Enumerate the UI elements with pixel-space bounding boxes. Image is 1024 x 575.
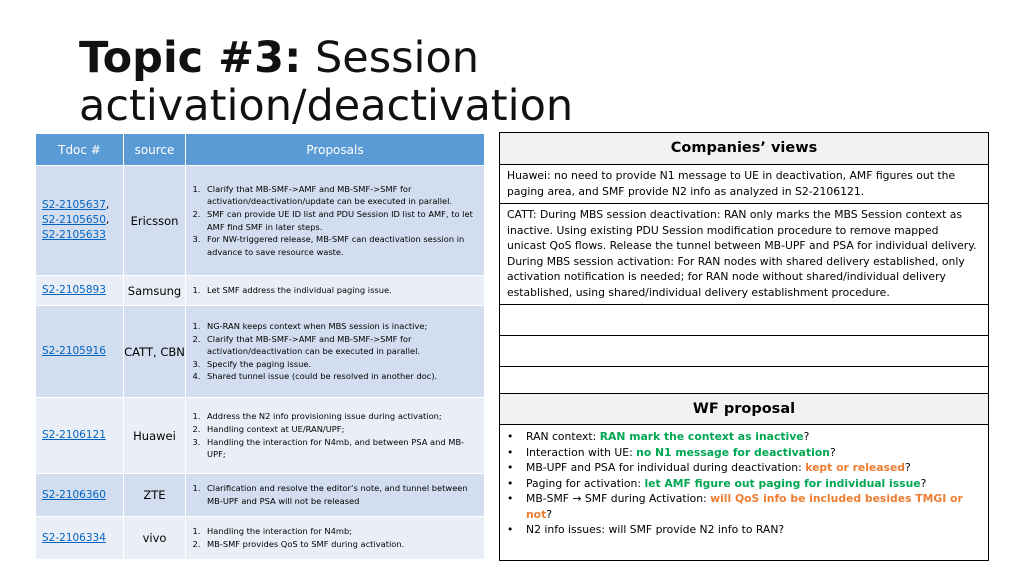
- table-row: [36, 276, 485, 306]
- wf-item-highlight: RAN mark the context as inactive: [599, 430, 804, 443]
- empty-row: [500, 336, 988, 367]
- proposals-cell: [186, 166, 485, 276]
- wf-proposal-list: [500, 429, 988, 538]
- tdoc-cell: [36, 276, 124, 306]
- tdoc-link[interactable]: S2-2105916: [42, 345, 106, 357]
- tdoc-separator: ,: [105, 214, 110, 226]
- wf-item-highlight: will QoS info be included besides TMGI or not: [526, 492, 963, 521]
- wf-item-mbupf-psa: [500, 460, 988, 476]
- wf-item-highlight: no N1 message for deactivation: [636, 445, 830, 459]
- wf-item-n2-info: [500, 522, 988, 538]
- table-row: [36, 474, 485, 517]
- tdoc-link[interactable]: S2-2106334: [42, 531, 106, 544]
- proposal-item: 2. Handling context at UE/RAN/UPF;: [203, 423, 480, 436]
- proposal-item: 2. SMF can provide UE ID list and PDU Session ID list to AMF, to let AMF find SMF in later steps.: [203, 208, 480, 233]
- proposal-item: 1. Let SMF address the individual paging issue.: [203, 284, 480, 297]
- tdoc-link[interactable]: S2-2105637: [42, 199, 106, 211]
- header-source: source: [124, 134, 186, 166]
- proposal-item: 1. Address the N2 info provisioning issue during activation;: [203, 410, 480, 423]
- source-cell: CATT, CBN: [124, 306, 186, 398]
- wf-proposal-body: [500, 425, 988, 560]
- source-cell: ZTE: [124, 474, 186, 517]
- proposals-cell: [186, 306, 485, 398]
- title-topic-number: Topic #3:: [79, 33, 302, 83]
- proposal-item: 1. NG-RAN keeps context when MBS session is inactive;: [203, 320, 480, 333]
- wf-item-text: Interaction with UE:: [526, 445, 637, 459]
- proposals-table-header: [36, 134, 485, 166]
- wf-item-suffix: ?: [803, 430, 810, 443]
- tdoc-link[interactable]: S2-2105650: [42, 214, 106, 226]
- tdoc-cell: [36, 166, 124, 276]
- slide-title: [79, 34, 573, 130]
- table-row: [36, 398, 485, 474]
- catt-view-deactivation: CATT: During MBS session deactivation: RAN only marks the MBS Session context as inactive. Using existing PDU Session modification procedure to remove mapped unicast QoS flows. Release the tunnel between MB-UPF and PSA for individual delivery.: [507, 208, 977, 252]
- companies-views-table: [499, 132, 989, 561]
- wf-item-text: N2 info issues: will SMF provide N2 info to RAN?: [526, 523, 785, 536]
- wf-proposal-header: WF proposal: [500, 394, 988, 425]
- proposal-item: 1. Handling the interaction for N4mb;: [203, 525, 480, 538]
- empty-row: [500, 305, 988, 336]
- wf-item-text: MB-UPF and PSA for individual during deactivation:: [526, 461, 806, 474]
- tdoc-link[interactable]: S2-2106360: [42, 488, 106, 501]
- proposal-item: 3. Handling the interaction for N4mb, and between PSA and MB-UPF;: [203, 436, 480, 461]
- proposal-item: 3. Specify the paging issue.: [203, 358, 480, 371]
- source-cell: Huawei: [124, 398, 186, 474]
- empty-row: [500, 367, 988, 394]
- source-cell: Samsung: [124, 276, 186, 306]
- proposals-cell: [186, 474, 485, 517]
- source-cell: Ericsson: [124, 166, 186, 276]
- tdoc-link[interactable]: S2-2105633: [42, 229, 106, 241]
- tdoc-separator: ,: [105, 199, 110, 211]
- proposal-item: 2. MB-SMF provides QoS to SMF during activation.: [203, 538, 480, 551]
- title-line2: activation/deactivation: [79, 81, 574, 131]
- wf-item-suffix: ?: [905, 461, 911, 474]
- proposal-item: 1. Clarify that MB-SMF->AMF and MB-SMF->SMF for activation/deactivation/update can be executed in parallel.: [203, 183, 480, 208]
- table-row: [36, 306, 485, 398]
- table-row: [36, 517, 485, 560]
- wf-item-text: MB-SMF → SMF during Activation:: [526, 492, 711, 505]
- huawei-view: Huawei: no need to provide N1 message to UE in deactivation, AMF figures out the paging area, and SMF provide N2 info as analyzed in S2-2106121.: [500, 165, 988, 204]
- proposal-item: 3. For NW-triggered release, MB-SMF can deactivation session in advance to save resource waste.: [203, 233, 480, 258]
- wf-item-suffix: ?: [546, 507, 552, 521]
- proposals-table: [35, 133, 485, 560]
- wf-item-interaction-ue: [500, 445, 988, 461]
- wf-item-text: RAN context:: [526, 430, 600, 443]
- wf-item-ran-context: [500, 429, 988, 445]
- proposals-cell: [186, 276, 485, 306]
- proposal-item: 2. Clarify that MB-SMF->AMF and MB-SMF->SMF for activation/deactivation can be executed in parallel.: [203, 333, 480, 358]
- proposals-cell: [186, 398, 485, 474]
- header-proposals: Proposals: [186, 134, 485, 166]
- tdoc-link[interactable]: S2-2106121: [42, 429, 106, 441]
- tdoc-cell: [36, 306, 124, 398]
- tdoc-cell: [36, 398, 124, 474]
- wf-item-paging: [500, 476, 988, 492]
- catt-view: [500, 204, 988, 305]
- tdoc-cell: [36, 474, 124, 517]
- tdoc-cell: [36, 517, 124, 560]
- wf-item-suffix: ?: [920, 476, 927, 490]
- companies-views-header: Companies’ views: [500, 133, 988, 165]
- wf-item-highlight: let AMF figure out paging for individual issue: [644, 476, 921, 490]
- table-row: [36, 166, 485, 276]
- catt-view-activation: During MBS session activation: For RAN nodes with shared delivery established, only activation notification is needed; for RAN node without shared/individual delivery established, using shared/individual delivery establishment procedure.: [507, 254, 965, 299]
- title-line1: Session: [314, 33, 480, 83]
- proposals-cell: [186, 517, 485, 560]
- wf-item-mbsmf-smf: [500, 491, 988, 522]
- header-tdoc: Tdoc #: [36, 134, 124, 166]
- wf-item-text: Paging for activation:: [526, 476, 645, 490]
- proposal-item: 1. Clarification and resolve the editor’s note, and tunnel between MB-UPF and PSA will not be released: [203, 482, 480, 507]
- wf-item-suffix: ?: [829, 445, 836, 459]
- tdoc-link[interactable]: S2-2105893: [42, 284, 106, 296]
- source-cell: vivo: [124, 517, 186, 560]
- wf-item-highlight: kept or released: [805, 461, 906, 474]
- proposal-item: 4. Shared tunnel issue (could be resolved in another doc).: [203, 370, 480, 383]
